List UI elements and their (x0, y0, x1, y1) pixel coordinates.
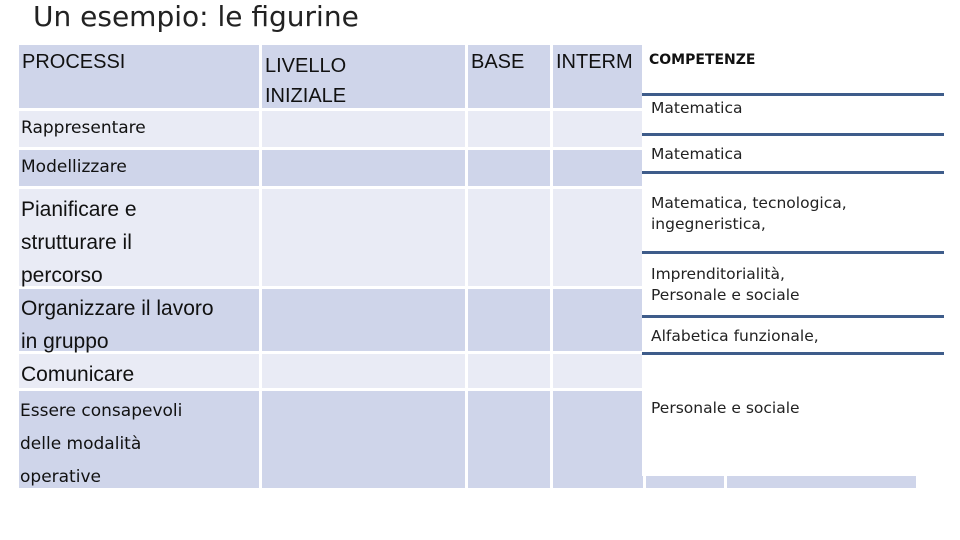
header-base: BASE (471, 51, 525, 73)
divider (642, 133, 944, 136)
table-cell (468, 391, 550, 488)
competenza-item: Alfabetica funzionale, (651, 327, 819, 345)
table-cell (553, 150, 643, 186)
table-cell (468, 189, 550, 286)
header-cell-base (468, 45, 550, 108)
table-cell (553, 289, 643, 351)
table-cell (553, 189, 643, 286)
divider (642, 315, 944, 318)
row-label: Pianificare e strutturare il percorso Organizzare il lavoro in gruppo Comunicare (21, 198, 214, 386)
row-label: Essere consapevoli delle modalità operative (20, 401, 183, 487)
row-label: Modellizzare (21, 157, 127, 177)
header-cell-intermedio (553, 45, 643, 108)
competenza-item: Matematica (651, 145, 743, 163)
table-cell (262, 391, 465, 488)
table-row (19, 150, 259, 186)
table-row (19, 391, 259, 488)
table-cell (262, 111, 465, 147)
divider (642, 251, 944, 254)
table-cell (468, 289, 550, 351)
header-livello-iniziale: LIVELLO INIZIALE (265, 55, 347, 107)
header-processi: PROCESSI (22, 51, 126, 73)
table-cell (646, 476, 724, 488)
table-cell (468, 354, 550, 388)
slide-title: Un esempio: le figurine (33, 0, 359, 33)
competenza-item: Matematica (651, 99, 743, 117)
divider (642, 93, 944, 96)
table-cell (262, 289, 465, 351)
competenze-panel (642, 45, 944, 476)
header-intermedio: INTERM (556, 51, 633, 73)
table-cell (262, 189, 465, 286)
table-cell (262, 354, 465, 388)
table-cell (553, 354, 643, 388)
table-cell (727, 476, 916, 488)
competenza-item: Matematica, tecnologica, ingegneristica, (651, 194, 847, 233)
table-cell (553, 391, 643, 488)
table-cell (553, 111, 643, 147)
competenze-title: COMPETENZE (649, 52, 756, 68)
competenza-item: Personale e sociale (651, 399, 800, 417)
divider (642, 352, 944, 355)
row-label: Rappresentare (21, 118, 146, 138)
table-cell (468, 150, 550, 186)
table-cell (262, 150, 465, 186)
header-cell-processi (19, 45, 259, 108)
competenza-item: Imprenditorialità, Personale e sociale (651, 265, 800, 304)
header-cell-livello-iniziale (262, 45, 465, 108)
table-row (19, 111, 259, 147)
table-cell (468, 111, 550, 147)
divider (642, 171, 944, 174)
